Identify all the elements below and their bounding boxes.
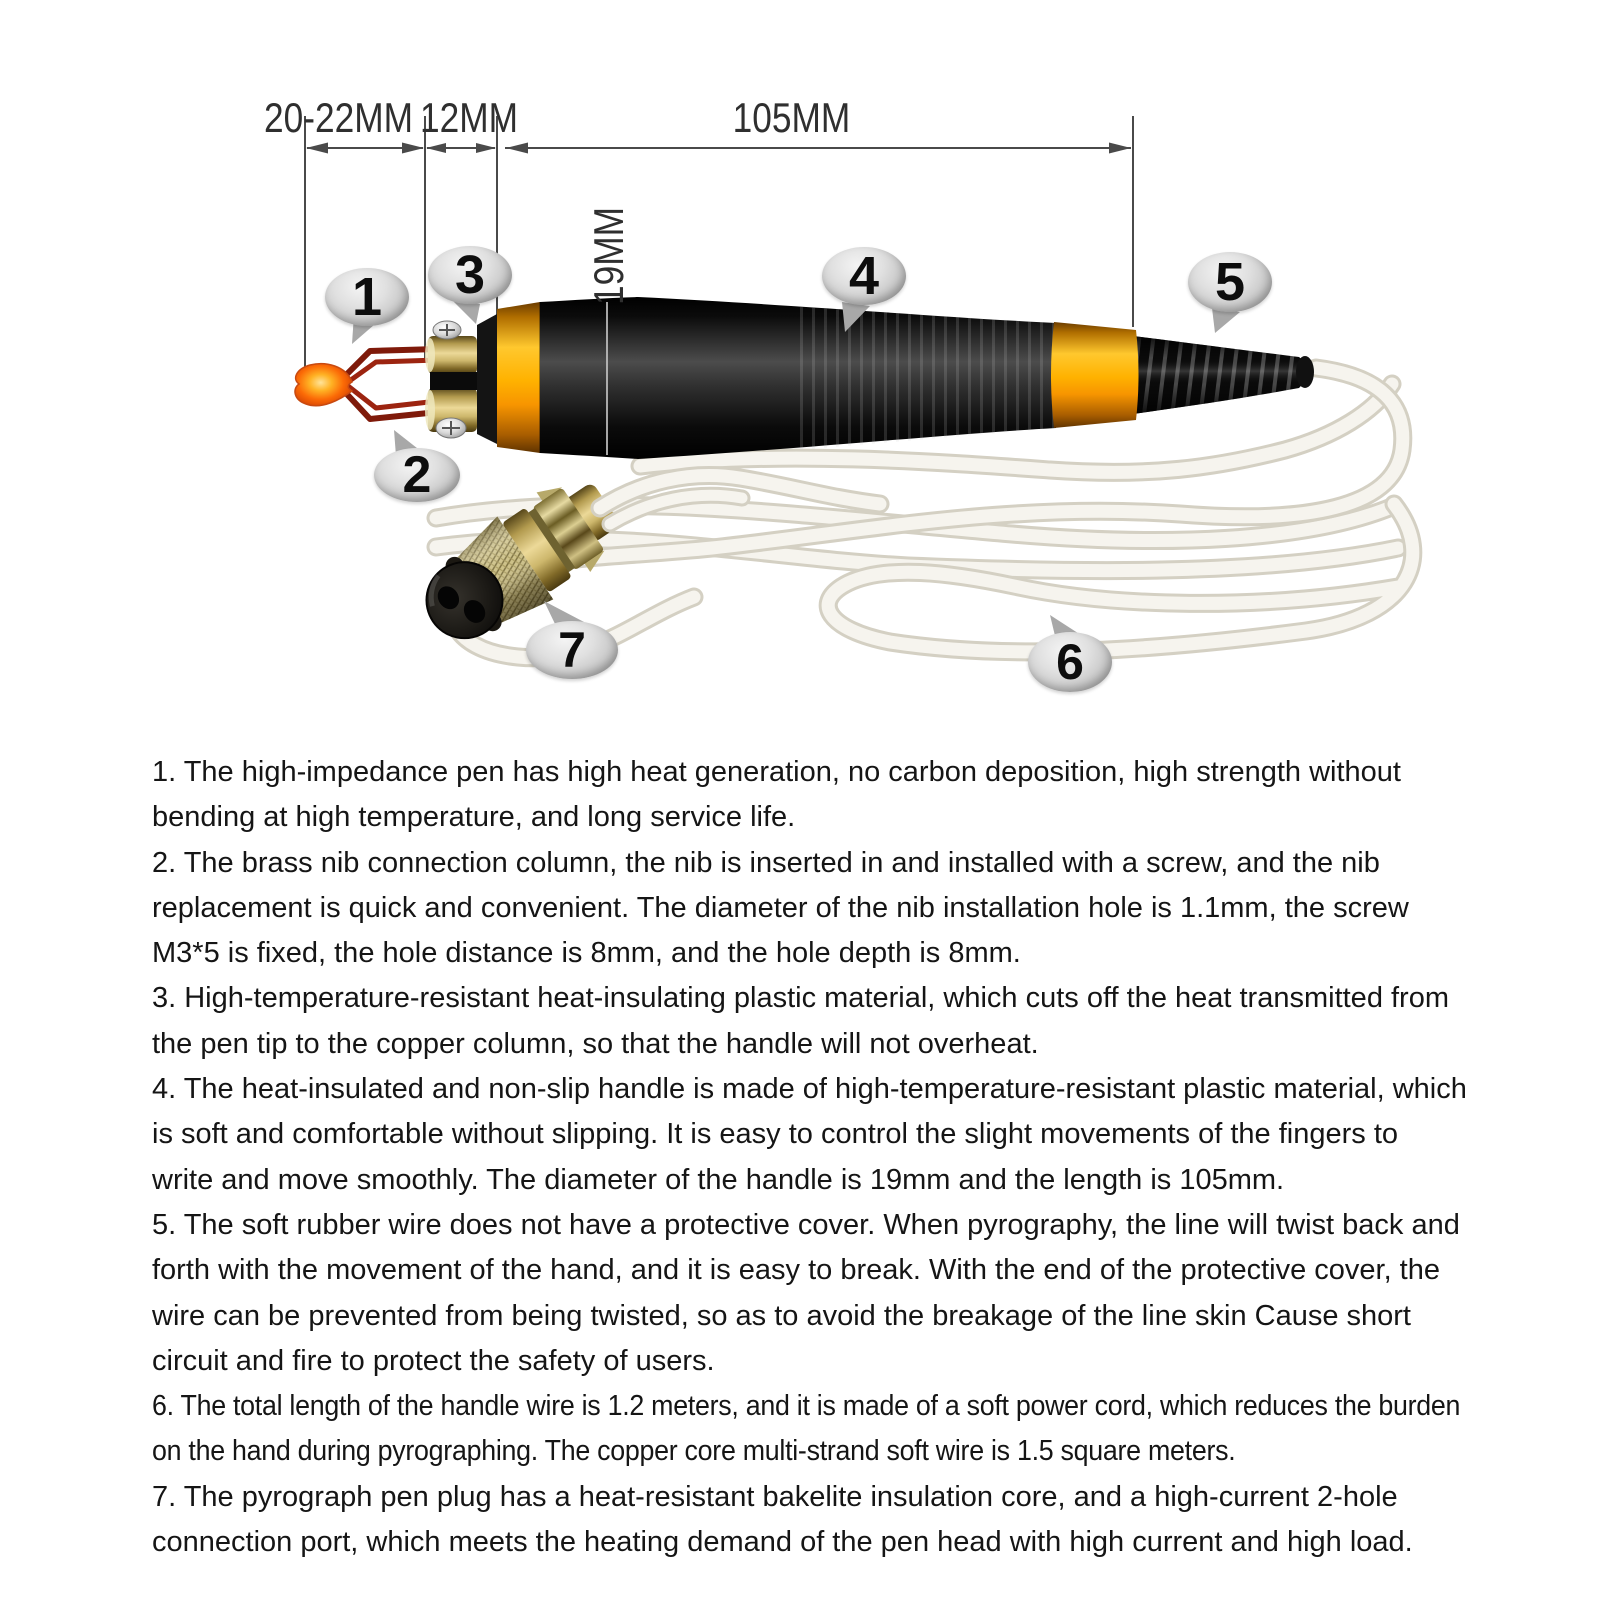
- nib-wire-prongs: [344, 349, 438, 419]
- callout-7-number: 7: [558, 622, 586, 678]
- callout-2-bubble: [374, 448, 460, 502]
- feature-item-7: 7. The pyrograph pen plug has a heat-resistant bakelite insulation core, and a high-current 2-hole connection port, which meets the heating demand of the pen head with high current and high load.: [152, 1480, 1413, 1559]
- callout-1-bubble: [325, 268, 409, 326]
- dimension-label-handle-diameter: 19MM: [585, 206, 632, 306]
- callout-4-bubble: [822, 247, 906, 305]
- feature-item-2: 2. The brass nib connection column, the nib is inserted in and installed with a screw, and the nib replacement is quick and convenient. The diameter of the nib installation hole is 1.1mm, the screw M3*5 is fixed, the hole distance is 8mm, and the hole depth is 8mm.: [152, 846, 1409, 970]
- heat-insulating-cap: [477, 314, 497, 444]
- callout-3-number: 3: [454, 245, 486, 305]
- callout-2-number: 2: [402, 446, 432, 504]
- pen-tip-nib: [295, 364, 352, 406]
- tail-gold-ring: [1051, 322, 1139, 428]
- feature-item-4: 4. The heat-insulated and non-slip handle is made of high-temperature-resistant plastic material, which is soft and comfortable without slipping. It is easy to control the slight movements of the fingers to write and move smoothly. The diameter of the handle is 19mm and the length is 105mm.: [152, 1073, 1467, 1196]
- callout-4-number: 4: [848, 246, 880, 306]
- feature-description-list: [152, 750, 1467, 1565]
- callout-1-number: 1: [351, 267, 383, 327]
- callout-6-number: 6: [1056, 634, 1084, 690]
- callout-7-bubble: [526, 621, 618, 679]
- cable-protective-spring: [1133, 336, 1314, 414]
- pen-body: [295, 297, 1314, 459]
- callout-5-number: 5: [1214, 252, 1246, 312]
- dimension-label-insulator-length: 12MM: [420, 94, 519, 141]
- handle-front-cone: [540, 297, 638, 459]
- feature-item-5: 5. The soft rubber wire does not have a protective cover. When pyrography, the line will twist back and forth with the movement of the hand, and it is easy to break. With the end of the protective cover, the wire can be prevented from being twisted, so as to avoid the breakage of the line skin Cause short circuit and fire to protect the safety of users.: [152, 1208, 1460, 1377]
- dimension-label-tip-length: 20-22MM: [264, 94, 414, 141]
- feature-item-3: 3. High-temperature-resistant heat-insulating plastic material, which cuts off the heat transmitted from the pen tip to the copper column, so that the handle will not overheat.: [152, 982, 1449, 1060]
- callout-5-bubble: [1188, 252, 1272, 312]
- feature-item-6: 6. The total length of the handle wire is 1.2 meters, and it is made of a soft power cord, which reduces the burden on the hand during pyrographing. The copper core multi-strand soft wire is 1.5 square meters.: [152, 1390, 1461, 1468]
- feature-item-1: 1. The high-impedance pen has high heat generation, no carbon deposition, high strength without bending at high temperature, and long service life.: [152, 756, 1401, 834]
- front-gold-ring: [497, 302, 540, 453]
- callout-3-bubble: [428, 246, 512, 304]
- callout-6-bubble: [1028, 632, 1112, 692]
- dimension-label-handle-length: 105MM: [732, 94, 851, 141]
- handle-ribs: [800, 307, 1056, 450]
